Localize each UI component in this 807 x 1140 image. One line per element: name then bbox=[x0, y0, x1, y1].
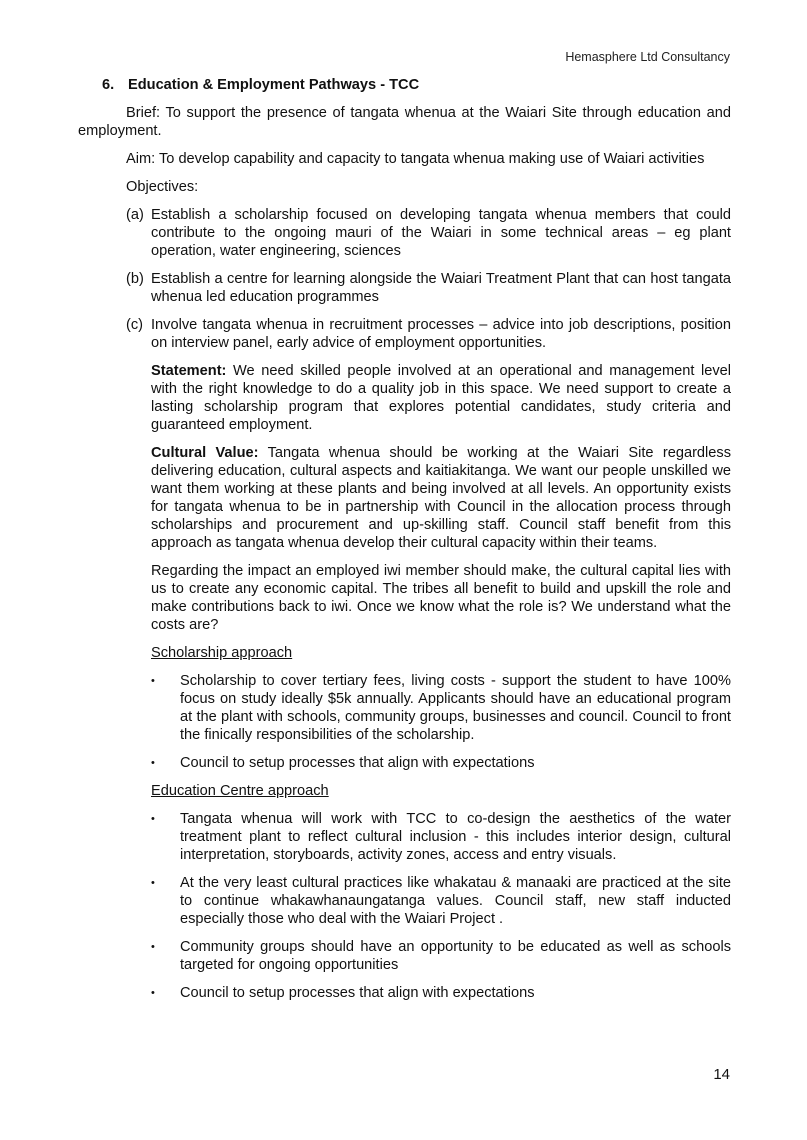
bullet-text: Tangata whenua will work with TCC to co-design the aesthetics of the water treatment plant to reflect cultural inclusion - this includes interior design, cultural interpretation, storyboards, activity zones, access and entry visuals. bbox=[180, 811, 731, 863]
bullet-icon: • bbox=[151, 813, 155, 825]
document-body bbox=[78, 76, 731, 1012]
section-title: Education & Employment Pathways - TCC bbox=[128, 77, 420, 93]
bullet-item bbox=[151, 874, 731, 928]
brief-paragraph: Brief: To support the presence of tangata whenua at the Waiari Site through education and employment. bbox=[78, 105, 731, 139]
impact-paragraph: Regarding the impact an employed iwi member should make, the cultural capital lies with us to create any economic capital. The tribes all benefit to build and upskill the role and make contributions back to iwi. Once we know what the role is? We understand what the costs are? bbox=[151, 563, 731, 633]
objectives-list bbox=[126, 206, 731, 352]
bullet-text: Council to setup processes that align with expectations bbox=[180, 755, 535, 771]
cultural-value-text: Tangata whenua should be working at the Waiari Site regardless delivering education, cultural aspects and kaitiakitanga. We want our people unskilled we want them working at these plants and being involved at all levels. An opportunity exists for tangata whenua to be in partnership with Council in the allocation process through scholarships and procurement and up-skilling staff. Council staff benefit from this approach as tangata whenua develop their cultural capacity within their teams. bbox=[151, 445, 731, 551]
bullet-icon: • bbox=[151, 877, 155, 889]
statement-text: We need skilled people involved at an operational and management level with the right knowledge to do a quality job in this space. We need support to create a lasting scholarship program that explores potential candidates, study criteria and guaranteed employment. bbox=[151, 363, 731, 433]
bullet-item bbox=[151, 984, 731, 1002]
education-centre-heading: Education Centre approach bbox=[151, 783, 329, 799]
statement-paragraph bbox=[151, 362, 731, 434]
bullet-item bbox=[151, 754, 731, 772]
section-heading bbox=[102, 76, 731, 94]
education-bullet-list bbox=[151, 810, 731, 1002]
objective-text: Involve tangata whenua in recruitment processes – advice into job descriptions, position on interview panel, early advice of employment opportunities. bbox=[151, 317, 731, 351]
section-number: 6. bbox=[102, 77, 115, 93]
aim-paragraph: Aim: To develop capability and capacity to tangata whenua making use of Waiari activities bbox=[126, 151, 705, 167]
bullet-text: At the very least cultural practices like whakatau & manaaki are practiced at the site to continue whakawhanaungatanga values. Council staff, new staff inducted especially those who deal with the Waiari Project . bbox=[180, 875, 731, 927]
statement-label: Statement: bbox=[151, 363, 227, 379]
bullet-item bbox=[151, 938, 731, 974]
objectives-label: Objectives: bbox=[126, 179, 199, 195]
bullet-item bbox=[151, 672, 731, 744]
header-company: Hemasphere Ltd Consultancy bbox=[565, 50, 730, 64]
bullet-icon: • bbox=[151, 987, 155, 999]
scholarship-heading: Scholarship approach bbox=[151, 645, 293, 661]
objective-item bbox=[126, 206, 731, 260]
bullet-icon: • bbox=[151, 675, 155, 687]
objective-marker: (b) bbox=[126, 271, 144, 287]
objective-item bbox=[126, 270, 731, 306]
bullet-icon: • bbox=[151, 757, 155, 769]
bullet-text: Scholarship to cover tertiary fees, living costs - support the student to have 100% focus on study ideally $5k annually. Applicants should have an educational program at the plant with schools, community groups, businesses and council. Council to front the finically responsibilities of the scholarship. bbox=[180, 673, 731, 743]
objective-text: Establish a centre for learning alongside the Waiari Treatment Plant that can host tangata whenua led education programmes bbox=[151, 271, 731, 305]
page-number: 14 bbox=[713, 1066, 730, 1083]
bullet-text: Council to setup processes that align with expectations bbox=[180, 985, 535, 1001]
scholarship-bullet-list bbox=[151, 672, 731, 772]
objective-text: Establish a scholarship focused on developing tangata whenua members that could contribute to the ongoing mauri of the Waiari in some technical areas – eg plant operation, water engineering, sciences bbox=[151, 207, 731, 259]
bullet-icon: • bbox=[151, 941, 155, 953]
cultural-value-label: Cultural Value: bbox=[151, 445, 259, 461]
bullet-item bbox=[151, 810, 731, 864]
cultural-value-paragraph bbox=[151, 444, 731, 552]
objective-marker: (a) bbox=[126, 207, 144, 223]
objective-item bbox=[126, 316, 731, 352]
objective-marker: (c) bbox=[126, 317, 144, 333]
bullet-text: Community groups should have an opportunity to be educated as well as schools targeted for ongoing opportunities bbox=[180, 939, 731, 973]
